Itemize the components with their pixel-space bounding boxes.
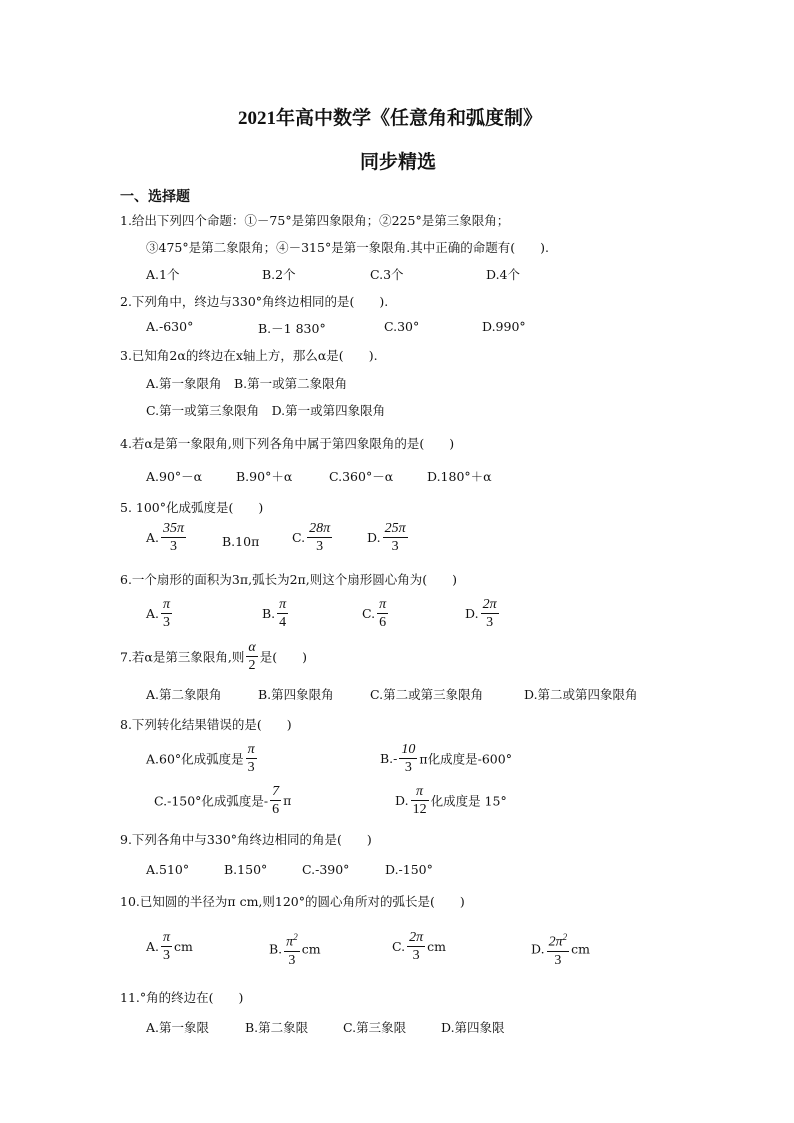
- q8-option-d-text: D.: [395, 793, 409, 808]
- q11-option-c: C.第三象限: [343, 1020, 407, 1035]
- numerator: α: [248, 640, 256, 655]
- numerator: π: [411, 783, 429, 801]
- denominator: 3: [163, 948, 171, 963]
- unit: cm: [571, 941, 590, 957]
- q5-option-d-label: D.: [367, 530, 381, 545]
- fraction: [307, 520, 332, 555]
- q2-option-d: D.990°: [482, 319, 526, 334]
- numerator: [547, 929, 570, 952]
- denominator: 3: [247, 760, 255, 775]
- q10-option-c-label: C.: [392, 939, 406, 954]
- denominator: 4: [279, 615, 287, 630]
- question-7-prefix: 7.若α是第三象限角,则: [120, 649, 245, 665]
- section-heading: 一、选择题: [120, 188, 190, 204]
- numerator: 35π: [163, 521, 185, 536]
- q4-option-a: A.90°－α: [146, 469, 203, 484]
- q5-option-c: [292, 520, 334, 555]
- fraction: [270, 783, 281, 818]
- q6-option-c: [362, 596, 390, 631]
- q8-option-a: [146, 741, 259, 776]
- question-10: 10.已知圆的半径为π cm,则120°的圆心角所对的弧长是( ): [120, 894, 465, 909]
- q1-option-b: B.2个: [262, 267, 296, 282]
- denominator: 3: [412, 948, 420, 963]
- numerator-base: 2π: [548, 934, 563, 950]
- numerator: π: [247, 742, 255, 757]
- q8-option-d-suffix: 化成度是 15°: [430, 793, 507, 809]
- fraction: [161, 929, 172, 964]
- q11-option-a: A.第一象限: [146, 1020, 210, 1035]
- denominator: 3: [163, 615, 171, 630]
- q5-option-a: [146, 520, 188, 555]
- q9-option-b: B.150°: [224, 862, 268, 877]
- question-8: 8.下列转化结果错误的是( ): [120, 717, 292, 732]
- fraction: [481, 596, 499, 631]
- q6-option-b-label: B.: [262, 606, 276, 621]
- numerator: 2π: [482, 597, 497, 612]
- q3-options-ab: A.第一象限角 B.第一或第二象限角: [146, 376, 348, 391]
- fraction: [246, 639, 257, 674]
- q1-option-c: C.3个: [370, 267, 404, 282]
- q1-option-a: A.1个: [146, 267, 180, 282]
- question-4: 4.若α是第一象限角,则下列各角中属于第四象限角的是( ): [120, 436, 455, 451]
- q9-option-a: A.510°: [146, 862, 190, 877]
- q8-option-c: [154, 783, 291, 818]
- question-11: 11.°角的终边在( ): [120, 990, 244, 1005]
- numerator: 2π: [409, 930, 424, 945]
- q5-option-d: [367, 520, 410, 555]
- q10-option-b: [269, 929, 321, 969]
- denominator: 3: [404, 760, 412, 775]
- q8-option-b-text: B.-: [380, 751, 398, 766]
- question-1-line-1: 1.给出下列四个命题：①－75°是第四象限角；②225°是第三象限角；: [120, 213, 510, 228]
- q6-option-d: [465, 596, 501, 631]
- q5-option-a-label: A.: [146, 530, 160, 545]
- question-3: 3.已知角2α的终边在x轴上方，那么α是( ).: [120, 348, 378, 363]
- q3-options-cd: C.第一或第三象限角 D.第一或第四象限角: [146, 403, 386, 418]
- numerator: π: [163, 597, 171, 612]
- q10-option-a-label: A.: [146, 939, 160, 954]
- q6-option-b: [262, 596, 290, 631]
- fraction: [161, 520, 186, 555]
- q5-option-c-label: C.: [292, 530, 306, 545]
- denominator: 12: [412, 802, 427, 817]
- q2-option-c: C.30°: [384, 319, 420, 334]
- fraction: [399, 741, 417, 776]
- denominator: 3: [391, 539, 399, 554]
- unit: cm: [427, 939, 446, 954]
- fraction: [284, 929, 300, 969]
- q7-option-c: C.第二或第三象限角: [370, 687, 484, 702]
- question-9: 9.下列各角中与330°角终边相同的角是( ): [120, 832, 372, 847]
- denominator: 3: [486, 615, 494, 630]
- denominator: 2: [248, 658, 256, 673]
- q11-option-b: B.第二象限: [245, 1020, 309, 1035]
- q8-option-d: [395, 783, 507, 818]
- unit: cm: [174, 939, 193, 954]
- q4-option-c: C.360°－α: [329, 469, 394, 484]
- q10-option-d-label: D.: [531, 941, 545, 957]
- question-5: 5. 100°化成弧度是( ): [120, 500, 264, 515]
- q10-option-d: [531, 929, 590, 969]
- denominator: 3: [288, 952, 296, 968]
- q5-option-b: B.10π: [222, 534, 260, 549]
- numerator: 7: [272, 784, 280, 799]
- numerator: π: [163, 930, 171, 945]
- fraction: [547, 929, 570, 969]
- denominator: 6: [379, 615, 387, 630]
- q2-option-a: A.-630°: [146, 319, 194, 334]
- numerator: [284, 929, 300, 952]
- q8-option-c-text: C.-150°化成弧度是-: [154, 793, 269, 809]
- q8-option-b-suffix: π化成度是-600°: [419, 751, 512, 767]
- denominator: 3: [316, 539, 324, 554]
- fraction: [277, 596, 288, 631]
- question-2: 2.下列角中，终边与330°角终边相同的是( ).: [120, 294, 389, 309]
- denominator: 3: [554, 952, 562, 968]
- page-title: 2021年高中数学《任意角和弧度制》: [238, 108, 543, 129]
- q10-option-c: [392, 929, 446, 964]
- question-7: [120, 639, 307, 674]
- q10-option-a: [146, 929, 193, 964]
- fraction: [246, 741, 257, 776]
- q9-option-c: C.-390°: [302, 862, 350, 877]
- denominator: 3: [170, 539, 178, 554]
- q4-option-d: D.180°＋α: [427, 469, 492, 484]
- q7-option-a: A.第二象限角: [146, 687, 222, 702]
- q11-option-d: D.第四象限: [441, 1020, 505, 1035]
- exponent: 2: [293, 932, 298, 942]
- q6-option-a-label: A.: [146, 606, 160, 621]
- denominator: 6: [272, 802, 280, 817]
- exponent: 2: [562, 932, 568, 942]
- question-1-line-2: ③475°是第二象限角；④－315°是第一象限角.其中正确的命题有( ).: [146, 240, 549, 255]
- numerator: 28π: [309, 521, 331, 536]
- q8-option-c-suffix: π: [283, 793, 292, 808]
- q6-option-a: [146, 596, 174, 631]
- q7-option-d: D.第二或第四象限角: [524, 687, 638, 702]
- fraction: [407, 929, 425, 964]
- q6-option-d-label: D.: [465, 606, 479, 621]
- q2-option-b: B.－1 830°: [258, 321, 326, 336]
- q1-option-d: D.4个: [486, 267, 521, 282]
- unit: cm: [301, 941, 321, 957]
- q6-option-c-label: C.: [362, 606, 376, 621]
- q8-option-b: [380, 741, 512, 776]
- numerator-base: π: [286, 934, 294, 950]
- q9-option-d: D.-150°: [385, 862, 433, 877]
- q10-option-b-label: B.: [269, 941, 283, 957]
- fraction: [411, 783, 429, 818]
- q8-option-a-text: A.60°化成弧度是: [146, 751, 244, 767]
- numerator: π: [379, 597, 387, 612]
- fraction: [377, 596, 388, 631]
- page-subtitle: 同步精选: [360, 152, 437, 173]
- question-7-suffix: 是( ): [259, 649, 307, 665]
- numerator: π: [279, 597, 287, 612]
- q4-option-b: B.90°＋α: [236, 469, 293, 484]
- q7-option-b: B.第四象限角: [258, 687, 334, 702]
- fraction: [383, 520, 408, 555]
- numerator: 25π: [384, 521, 406, 536]
- question-6: 6.一个扇形的面积为3π,弧长为2π,则这个扇形圆心角为( ): [120, 572, 457, 587]
- fraction: [161, 596, 172, 631]
- numerator: 10: [401, 742, 416, 757]
